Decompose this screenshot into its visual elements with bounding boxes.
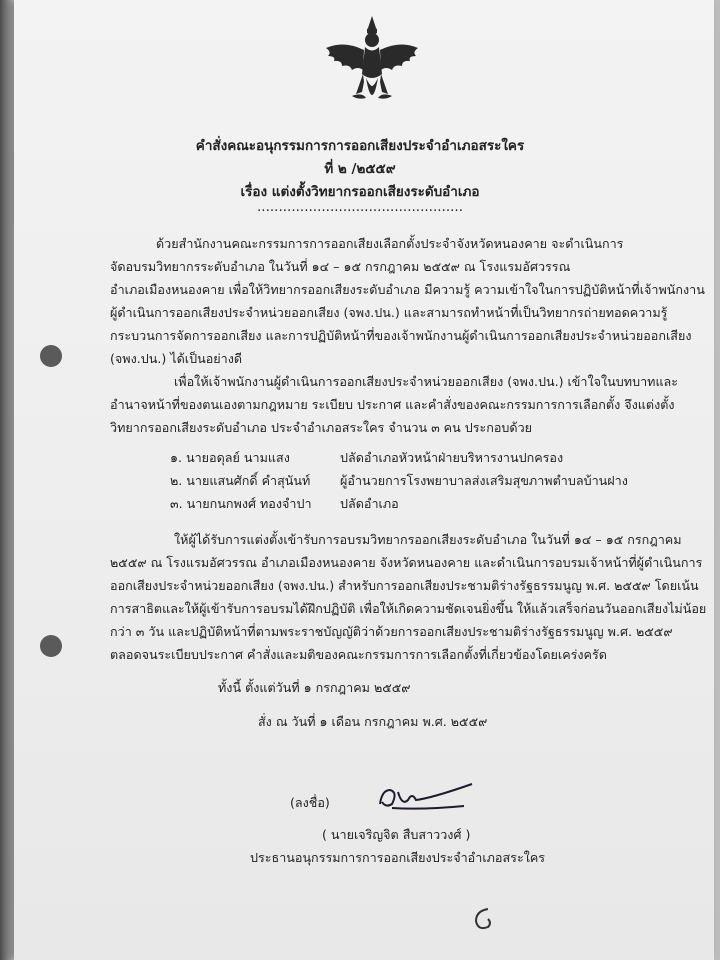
handwritten-signature <box>372 778 492 814</box>
member-list <box>170 446 628 515</box>
text-line: อำนาจหน้าที่ของตนเองตามกฎหมาย ระเบียบ ประกาศ และคำสั่งของคณะกรรมการการเลือกตั้ง จึงแต่งตั้ง <box>110 397 675 412</box>
text-line: กระบวนการจัดการออกเสียง และการปฏิบัติหน้าที่ของเจ้าพนักงานผู้ดำเนินการออกเสียงประจำหน่วยออกเสียง <box>110 328 692 343</box>
garuda-emblem <box>322 12 422 117</box>
list-item <box>170 469 628 492</box>
text-line: วิทยากรออกเสียงระดับอำเภอ ประจำอำเภอสระใคร จำนวน ๓ คน ประกอบด้วย <box>110 420 533 435</box>
text-line: ให้ผู้ได้รับการแต่งตั้งเข้ารับการอบรมวิทยากรออกเสียงระดับอำเภอ ในวันที่ ๑๔ – ๑๕ กรกฎาคม <box>174 532 682 547</box>
order-subject: เรื่อง แต่งตั้งวิทยากรออกเสียงระดับอำเภอ <box>240 184 480 200</box>
text-line: เพื่อให้เจ้าพนักงานผู้ดำเนินการออกเสียงประจำหน่วยออกเสียง (จพง.ปน.) เข้าใจในบทบาทและ <box>174 374 679 389</box>
member-name: ๓. นายกนกพงศ์ ทองจำปา <box>170 496 312 511</box>
effective-date: ทั้งนี้ ตั้งแต่วันที่ ๑ กรกฎาคม ๒๕๕๙ <box>218 680 411 695</box>
paragraph-instructions <box>110 528 707 666</box>
text-line: ๒๕๕๙ ณ โรงแรมอัศวรรณ อำเภอเมืองหนองคาย จังหวัดหนองคาย และดำเนินการอบรมเจ้าหน้าที่ผู้ดำเนินการ <box>110 555 703 570</box>
ordered-date: สั่ง ณ วันที่ ๑ เดือน กรกฎาคม พ.ศ. ๒๕๕๙ <box>258 714 488 729</box>
signatory-title: ประธานอนุกรรมการการออกเสียงประจำอำเภอสระใคร <box>250 850 546 865</box>
text-line: ตลอดจนระเบียบประกาศ คำสั่งและมติของคณะกรรมการการเลือกตั้งที่เกี่ยวข้องโดยเคร่งครัด <box>110 647 607 662</box>
text-line: ด้วยสำนักงานคณะกรรมการการออกเสียงเลือกตั้งประจำจังหวัดหนองคาย จะดำเนินการ <box>156 236 624 251</box>
signatory-name: ( นายเจริญจิต สืบสาววงศ์ ) <box>322 827 471 842</box>
member-name: ๑. นายอดุลย์ นามแสง <box>170 450 290 465</box>
text-line: การสาธิตและให้ผู้เข้ารับการอบรมได้ฝึกปฏิบัติ เพื่อให้เกิดความชัดเจนยิ่งขึ้น ให้แล้วเสร็จก่อนวันออกเสียงไม่น้อย <box>110 601 707 616</box>
pen-mark <box>470 905 496 933</box>
divider: ................................................ <box>257 199 463 215</box>
member-name: ๒. นายแสนศักดิ์ คำสุนันท์ <box>170 473 311 488</box>
member-position: ปลัดอำเภอหัวหน้าฝ่ายบริหารงานปกครอง <box>340 450 564 465</box>
text-line: (จพง.ปน.) ได้เป็นอย่างดี <box>110 351 243 366</box>
text-line: อำเภอเมืองหนองคาย เพื่อให้วิทยากรออกเสียงระดับอำเภอ มีความรู้ ความเข้าใจในการปฏิบัติหน้าที่เจ้าพนักงาน <box>110 282 705 297</box>
order-title: คำสั่งคณะอนุกรรมการการออกเสียงประจำอำเภอสระใคร <box>195 138 525 154</box>
punch-hole <box>40 635 62 657</box>
member-position: ผู้อำนวยการโรงพยาบาลส่งเสริมสุขภาพตำบลบ้านฝาง <box>340 473 628 488</box>
punch-hole <box>40 345 62 367</box>
paragraph-intro <box>110 232 705 370</box>
text-line: ผู้ดำเนินการออกเสียงประจำหน่วยออกเสียง (จพง.ปน.) และสามารถทำหน้าที่เป็นวิทยากรถ่ายทอดความรู้ <box>110 305 668 320</box>
member-position: ปลัดอำเภอ <box>340 496 399 511</box>
paragraph-purpose <box>110 370 680 439</box>
text-line: ออกเสียงประจำหน่วยออกเสียง (จพง.ปน.) สำหรับการออกเสียงประชามติร่างรัฐธรรมนูญ พ.ศ. ๒๕๕๙ โดยเน้น <box>110 578 699 593</box>
list-item <box>170 446 628 469</box>
text-line: จัดอบรมวิทยากรระดับอำเภอ ในวันที่ ๑๔ – ๑๕ กรกฎาคม ๒๕๕๙ ณ โรงแรมอัศวรรณ <box>110 259 571 274</box>
text-line: กว่า ๓ วัน และปฏิบัติหน้าที่ตามพระราชบัญญัติว่าด้วยการออกเสียงประชามติร่างรัฐธรรมนูญ พ.ศ. ๒๕๕๙ <box>110 624 673 639</box>
signed-label: (ลงชื่อ) <box>290 795 330 810</box>
list-item <box>170 492 628 515</box>
order-number: ที่ ๒ /๒๕๕๙ <box>324 161 396 177</box>
